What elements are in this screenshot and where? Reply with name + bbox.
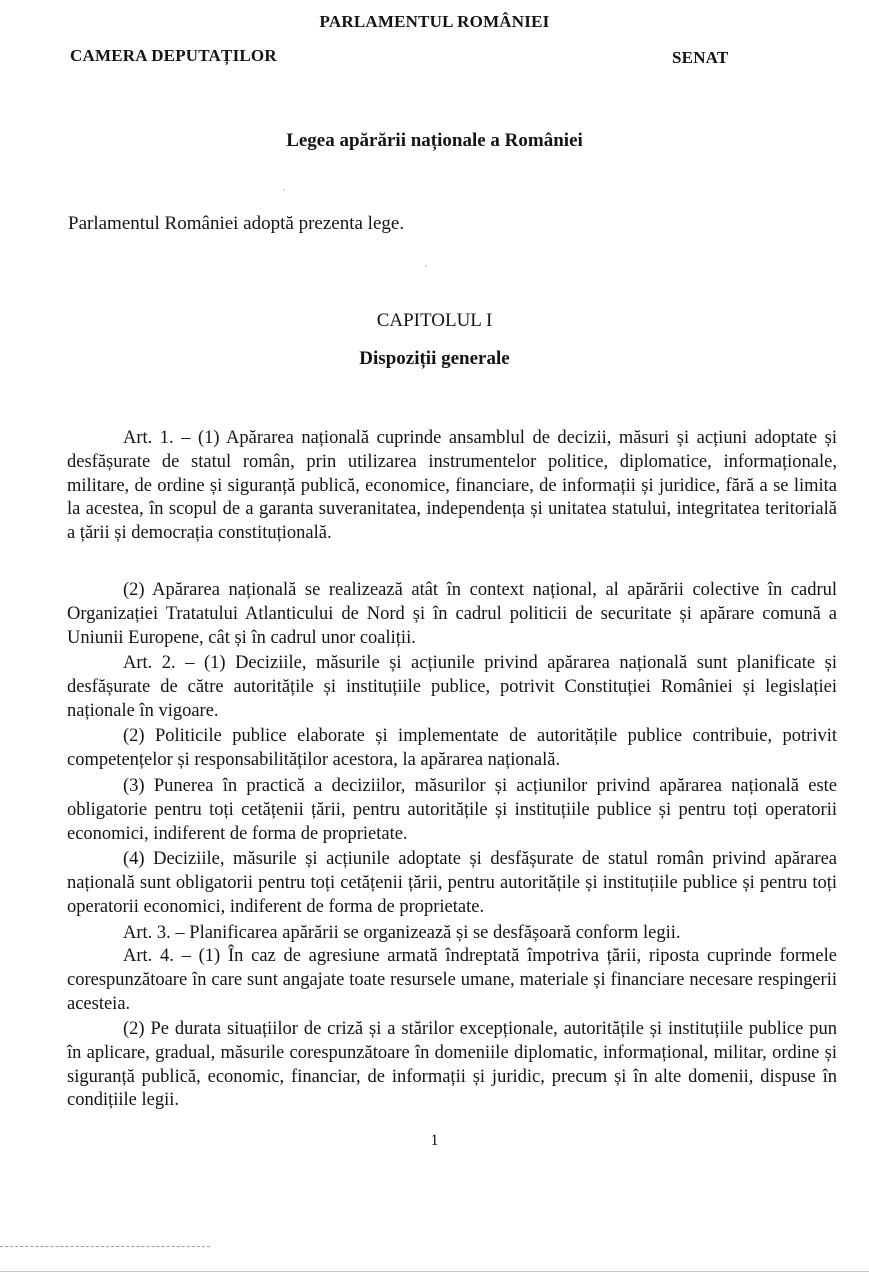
adoption-statement: Parlamentul României adoptă prezenta lege. xyxy=(68,213,405,234)
scan-speck xyxy=(425,265,427,267)
article-3: Art. 3. – Planificarea apărării se organizează și se desfășoară conform legii. xyxy=(123,923,681,943)
article-2-paragraph-3: (3) Punerea în practică a deciziilor, măsurilor și acțiunilor privind apărarea națională este obligatorie pentru toți cetățenii țării, pentru autoritățile și instituțiile publice și pentru toți operatorii economici, indiferent de forma de proprietate. xyxy=(67,776,837,844)
article-4-paragraph-1: Art. 4. – (1) În caz de agresiune armată îndreptată împotriva țării, riposta cuprinde formele corespunzătoare în care sunt angajate toate resursele umane, materiale și financiare necesare respingerii acesteia. xyxy=(67,946,837,1014)
scan-artifact-line xyxy=(0,1246,210,1247)
law-title: Legea apărării naționale a României xyxy=(286,130,583,151)
article-2-paragraph-4: (4) Deciziile, măsurile și acțiunile adoptate și desfășurate de statul român privind apărarea națională sunt obligatorii pentru toți cetățenii țării, pentru autoritățile și instituțiile publice și pentru toți operatorii economici, indiferent de forma de proprietate. xyxy=(67,849,837,917)
parliament-heading: PARLAMENTUL ROMÂNIEI xyxy=(319,12,550,31)
scan-speck xyxy=(283,189,285,191)
article-2-paragraph-1: Art. 2. – (1) Deciziile, măsurile și acțiunile privind apărarea națională sunt planificate și desfășurate de către autoritățile și instituțiile publice, potrivit Constituției României și legislației naționale în vigoare. xyxy=(67,653,837,721)
chamber-of-deputies-heading: CAMERA DEPUTAȚILOR xyxy=(70,46,277,65)
article-2-paragraph-2: (2) Politicile publice elaborate și implementate de autoritățile publice contribuie, potrivit competențelor și responsabilităților acestora, la apărarea națională. xyxy=(67,726,837,770)
chapter-title: Dispoziții generale xyxy=(359,348,510,369)
article-4-paragraph-2: (2) Pe durata situațiilor de criză și a stărilor excepționale, autoritățile și instituțiile publice pun în aplicare, gradual, măsurile corespunzătoare în domeniile diplomatic, informațional, militar, ordine și siguranță publică, economic, financiar, de informații și juridic, precum și în alte domenii, dispuse în condițiile legii. xyxy=(67,1019,837,1111)
article-1-paragraph-1: Art. 1. – (1) Apărarea națională cuprinde ansamblul de decizii, măsuri și acțiuni adoptate și desfășurate de statul român, prin utilizarea instrumentelor politice, diplomatice, informaționale, militare, de ordine și siguranță publică, economice, financiare, de informații și juridice, fără a se limita la acestea, în scopul de a garanta suveranitatea, independența și unitatea statului, integritatea teritorială a țării și democrația constituțională. xyxy=(67,428,837,544)
page-number: 1 xyxy=(430,1132,439,1149)
chapter-number: CAPITOLUL I xyxy=(376,310,493,331)
scan-edge-line xyxy=(0,1271,869,1272)
senate-heading: SENAT xyxy=(672,48,729,67)
article-1-paragraph-2: (2) Apărarea națională se realizează atât în context național, al apărării colective în cadrul Organizației Tratatului Atlanticului de Nord și în cadrul politicii de securitate și apărare comună a Uniunii Europene, cât și în cadrul unor coaliții. xyxy=(67,580,837,648)
